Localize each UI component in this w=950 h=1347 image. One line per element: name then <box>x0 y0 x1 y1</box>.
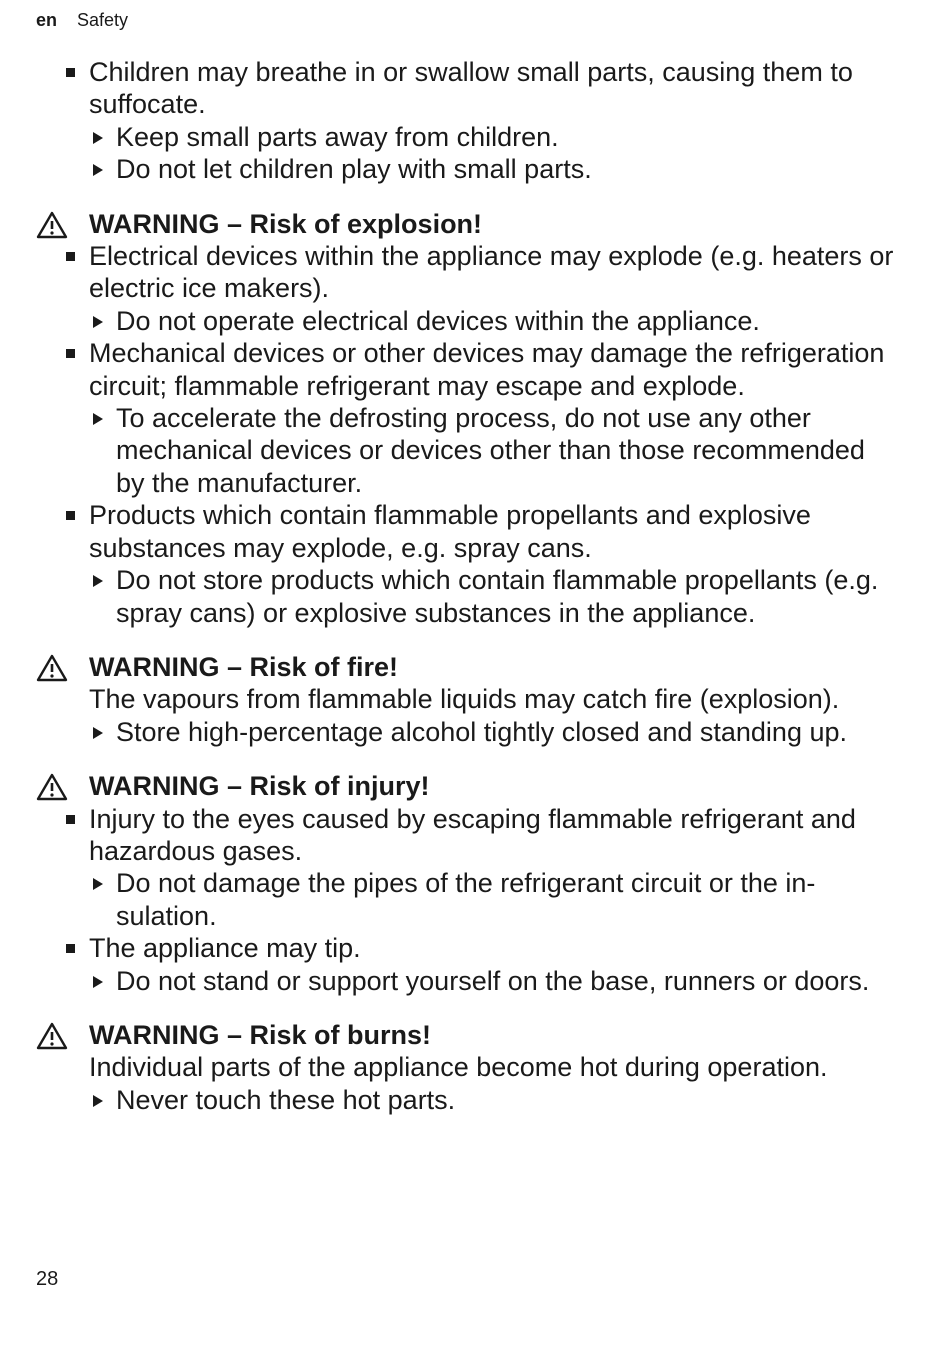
list-item: Electrical devices within the appliance may explode (e.g. heaters or electric ice makers). <box>36 240 896 305</box>
instruction-step: Store high-percentage alcohol tightly closed and standing up. <box>36 716 896 748</box>
instruction-step: Do not damage the pipes of the refrigerant circuit or the insulation. <box>36 867 896 932</box>
warning-heading-fire <box>36 651 896 683</box>
warning-heading-explosion <box>36 208 896 240</box>
warning-text: Individual parts of the appliance become hot during operation. <box>89 1052 828 1083</box>
page-number: 28 <box>36 1268 59 1290</box>
warning-text: The vapours from flammable liquids may catch fire (explosion). <box>89 684 840 715</box>
warning-title: WARNING – Risk of injury! <box>89 771 430 802</box>
safety-content <box>36 56 896 1116</box>
warning-title: WARNING – Risk of burns! <box>89 1019 432 1050</box>
warning-title: WARNING – Risk of explosion! <box>89 208 483 239</box>
instruction-step: Keep small parts away from children. <box>36 121 896 153</box>
warning-heading-burns <box>36 1019 896 1051</box>
instruction-step: Never touch these hot parts. <box>36 1084 896 1116</box>
list-item: Products which contain flammable propellants and explosive substances may explode, e.g. spray cans. <box>36 499 896 564</box>
section-title: Safety <box>77 10 129 30</box>
list-item: Injury to the eyes caused by escaping flammable refrigerant and hazardous gases. <box>36 803 896 868</box>
warning-heading-injury <box>36 770 896 802</box>
list-item: Mechanical devices or other devices may damage the refrigeration circuit; flammable refrigerant may escape and explode. <box>36 337 896 402</box>
list-item: Children may breathe in or swallow small parts, causing them to suffocate. <box>36 56 896 121</box>
instruction-step: Do not stand or support yourself on the base, runners or doors. <box>36 965 896 997</box>
language-code: en <box>36 10 58 30</box>
instruction-step: Do not store products which contain flammable propellants (e.g. spray cans) or explosive substances in the appliance. <box>36 564 896 629</box>
warning-triangle-icon <box>36 773 68 801</box>
warning-triangle-icon <box>36 211 68 239</box>
instruction-step: Do not operate electrical devices within the appliance. <box>36 305 896 337</box>
page-header <box>36 10 128 31</box>
warning-triangle-icon <box>36 654 68 682</box>
list-item: The appliance may tip. <box>36 932 896 964</box>
warning-title: WARNING – Risk of fire! <box>89 651 399 682</box>
warning-triangle-icon <box>36 1022 68 1050</box>
instruction-step: To accelerate the defrosting process, do not use any other mechanical devices or devices other than those recommended by the manufacturer. <box>36 402 896 499</box>
instruction-step: Do not let children play with small parts. <box>36 153 896 185</box>
